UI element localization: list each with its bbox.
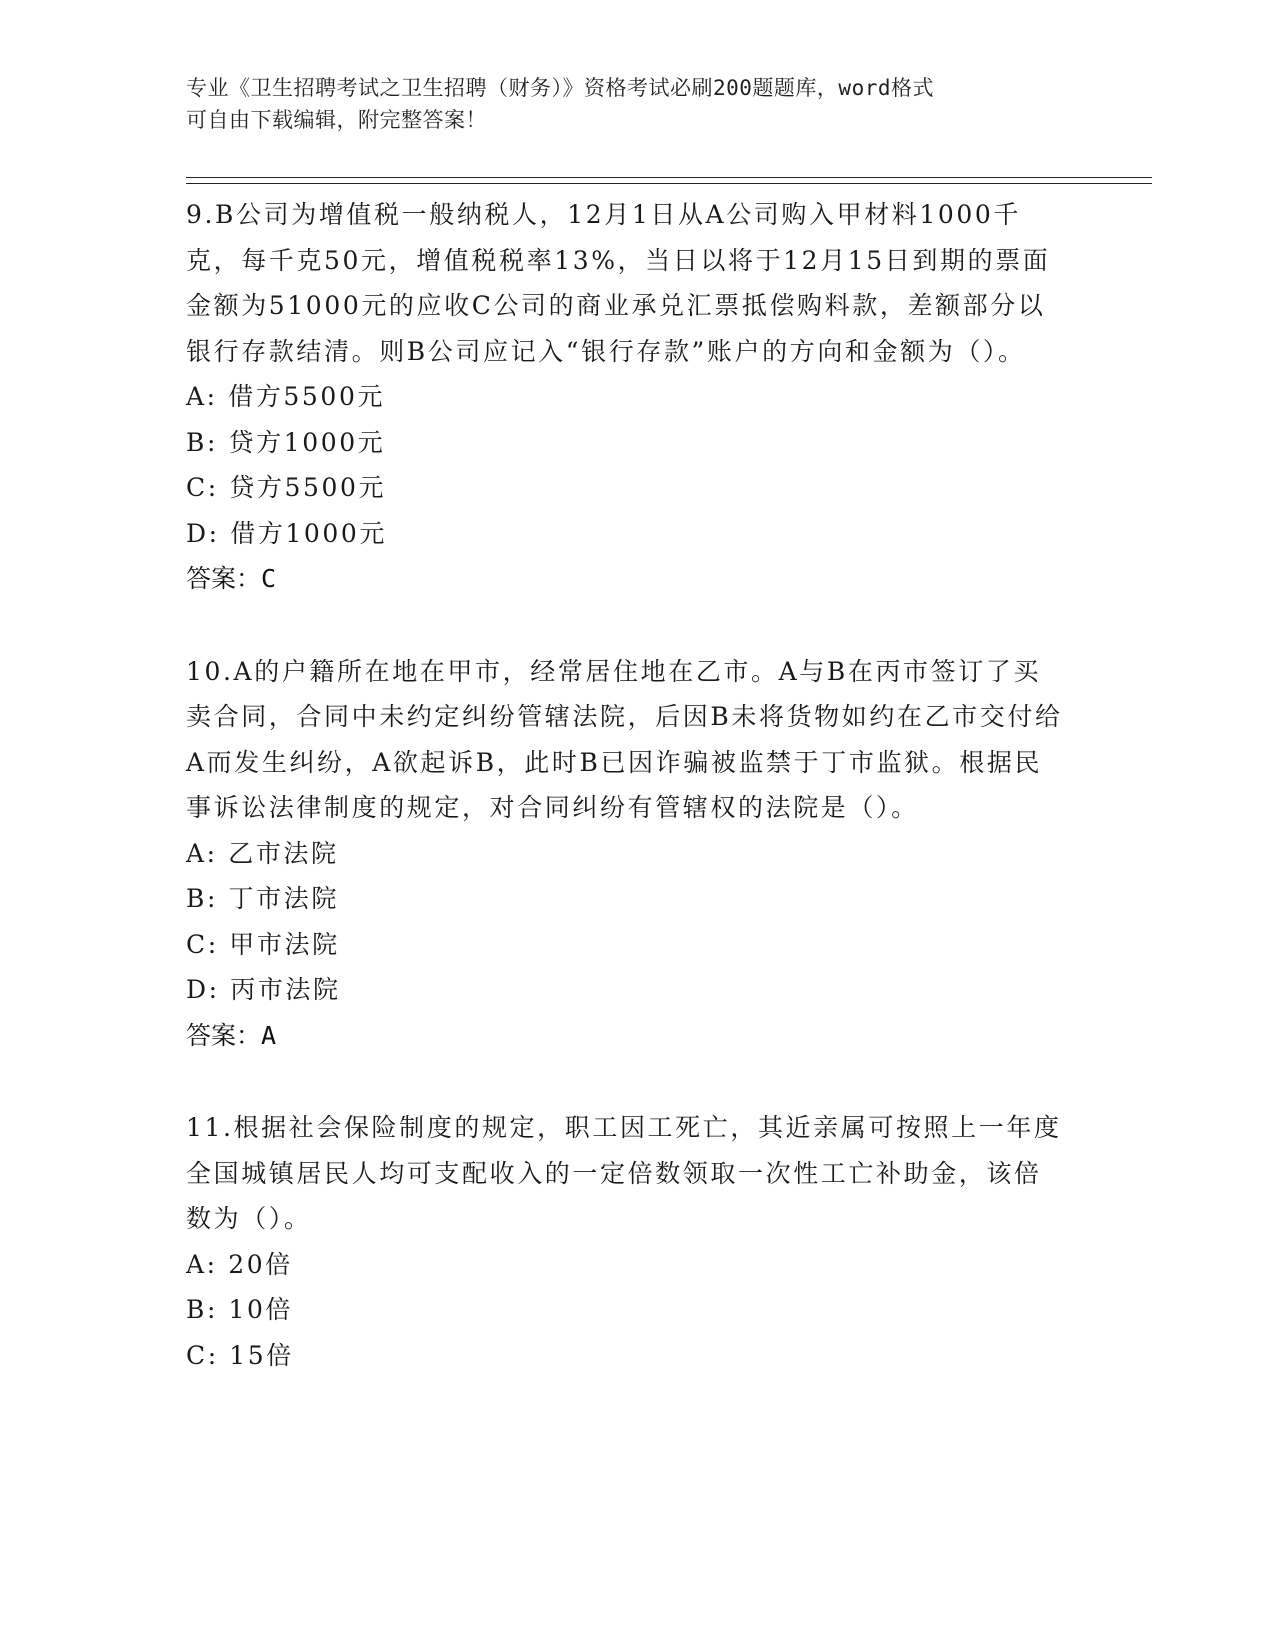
question-11 [186,1105,1066,1378]
question-10-option-a: A: 乙市法院 [186,838,339,868]
question-11-option-a: A: 20倍 [186,1249,293,1279]
question-10-text: 10.A的户籍所在地在甲市，经常居住地在乙市。A与B在丙市签订了买卖合同，合同中未约定纠纷管辖法院，后因B未将货物如约在乙市交付给A而发生纠纷，A欲起诉B，此时B已因诈骗被监禁于丁市监狱。根据民事诉讼法律制度的规定，对合同纠纷有管辖权的法院是（）。 [186,656,1063,822]
question-9-option-a: A: 借方5500元 [186,382,386,411]
question-11-option-b: B: 10倍 [186,1295,294,1324]
question-10 [186,649,1066,1059]
question-10-option-c: C: 甲市法院 [186,929,340,959]
question-9 [186,192,1066,602]
question-10-option-d: D: 丙市法院 [186,975,341,1004]
document-header [186,72,1066,136]
question-9-text: 9.B公司为增值税一般纳税人，12月1日从A公司购入甲材料1000千克，每千克50元，增值税税率13%，当日以将于12月15日到期的票面金额为51000元的应收C公司的商业承兑汇票抵偿购料款，差额部分以银行存款结清。则B公司应记入“银行存款”账户的方向和金额为（）。 [186,200,1051,366]
question-10-option-b: B: 丁市法院 [186,884,339,913]
question-9-answer: 答案：C [186,564,277,593]
question-9-option-c: C: 贷方5500元 [186,473,387,502]
spacer [186,1058,1066,1099]
question-9-option-d: D: 借方1000元 [186,518,388,548]
question-9-option-b: B: 贷方1000元 [186,427,386,457]
header-line-1: 专业《卫生招聘考试之卫生招聘（财务）》资格考试必刷200题题库，word格式 [186,76,934,100]
header-divider-top [186,177,1152,178]
question-10-answer: 答案：A [186,1020,277,1050]
spacer [186,602,1066,643]
question-11-option-c: C: 15倍 [186,1340,294,1370]
header-divider-bottom [186,183,1152,184]
header-line-2: 可自由下载编辑，附完整答案！ [186,108,487,132]
question-list [186,186,1066,1378]
question-11-text: 11.根据社会保险制度的规定，职工因工死亡，其近亲属可按照上一年度全国城镇居民人均可支配收入的一定倍数领取一次性工亡补助金，该倍数为（）。 [186,1113,1062,1233]
